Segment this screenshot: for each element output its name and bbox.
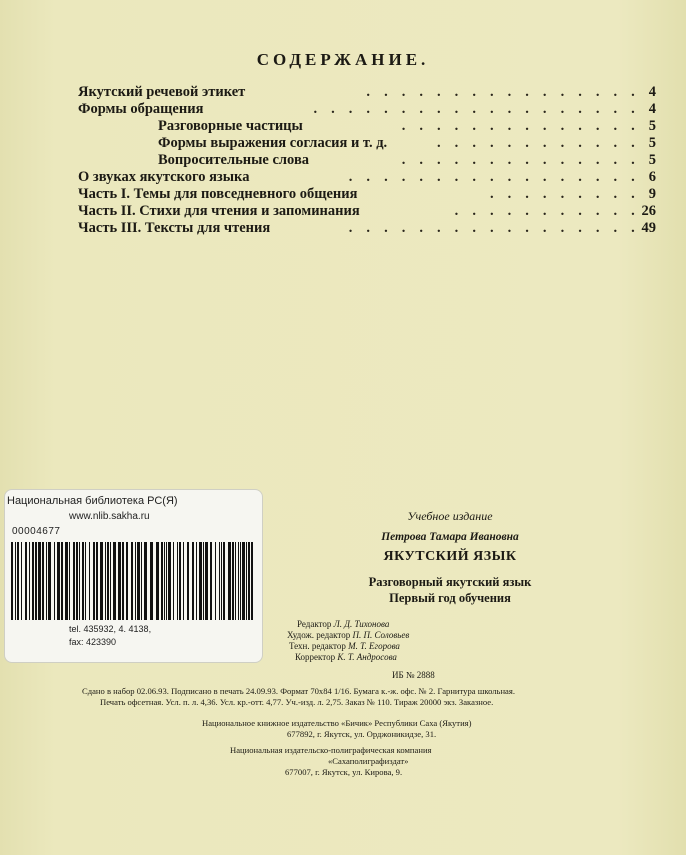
- barcode-bar: [29, 542, 30, 620]
- toc-entry-title: О звуках якутского языка: [78, 169, 250, 185]
- barcode-bar: [228, 542, 231, 620]
- barcode-bar: [192, 542, 194, 620]
- barcode-bar: [110, 542, 111, 620]
- toc-entry-title: Формы выражения согласия и т. д.: [158, 135, 388, 151]
- toc-entry-title: Часть I. Темы для повседневного общения: [78, 186, 358, 202]
- barcode-bar: [96, 542, 98, 620]
- barcode-bar: [113, 542, 116, 620]
- toc-entry-page: 4: [648, 84, 656, 100]
- toc-entry-page: 9: [648, 186, 656, 202]
- toc-entry-page: 4: [648, 101, 656, 117]
- toc-entry-title: Разговорные частицы: [158, 118, 303, 134]
- barcode-bar: [137, 542, 140, 620]
- toc-entry: [78, 84, 656, 101]
- barcode-bar: [105, 542, 106, 620]
- barcode-bar: [141, 542, 142, 620]
- barcode-bar: [82, 542, 84, 620]
- toc-entry-page: 26: [641, 203, 656, 219]
- barcode-bar: [48, 542, 51, 620]
- credits-block: [287, 619, 587, 663]
- toc-entry: [78, 186, 656, 203]
- barcode-bar: [118, 542, 121, 620]
- barcode-bar: [65, 542, 68, 620]
- barcode-bar: [107, 542, 109, 620]
- publisher-1-address: 677892, г. Якутск, ул. Орджоникидзе, 31.: [287, 729, 437, 739]
- imprint-line-2: Печать офсетная. Усл. п. л. 4,36. Усл. кр.-отт. 4,77. Уч.-изд. л. 2,75. Заказ № 110. Тираж 20000 экз. Заказное.: [100, 697, 494, 707]
- imprint-line-1: Сдано в набор 02.06.93. Подписано в печать 24.09.93. Формат 70х84 1/16. Бумага к.-ж. офс. № 2. Гарнитура школьная.: [82, 686, 515, 696]
- barcode-bar: [32, 542, 34, 620]
- barcode-bar: [144, 542, 147, 620]
- barcode-bar: [21, 542, 22, 620]
- library-website: www.nlib.sakha.ru: [69, 511, 150, 522]
- barcode-bar: [210, 542, 212, 620]
- toc-entry: [78, 220, 656, 237]
- barcode-bar: [15, 542, 16, 620]
- toc-entry-title: Формы обращения: [78, 101, 204, 117]
- barcode-bar: [199, 542, 202, 620]
- barcode-bar: [232, 542, 234, 620]
- credit-editor: Редактор Л. Д. Тихонова: [297, 619, 390, 629]
- barcode-bar: [205, 542, 208, 620]
- barcode-bar: [173, 542, 174, 620]
- barcode-bar: [246, 542, 247, 620]
- toc-entry-page: 6: [648, 169, 656, 185]
- book-subtitle: Разговорный якутский язык: [368, 575, 532, 589]
- ib-number: ИБ № 2888: [392, 670, 435, 680]
- toc-entry: [78, 135, 656, 152]
- barcode-bar: [73, 542, 75, 620]
- credit-tech-editor: Техн. редактор М. Т. Егорова: [289, 641, 400, 651]
- barcode-bar: [46, 542, 47, 620]
- barcode-bar: [219, 542, 220, 620]
- barcode-bar: [179, 542, 181, 620]
- toc-entry-page: 49: [641, 220, 656, 236]
- book-subtitle-year: Первый год обучения: [389, 591, 511, 605]
- barcode-bar: [164, 542, 165, 620]
- publisher-2: Национальная издательско-полиграфическая компания: [230, 745, 432, 755]
- credit-corrector: Корректор К. Т. Андросова: [295, 652, 397, 662]
- publisher-1: Национальное книжное издательство «Бичик» Республики Саха (Якутия): [202, 718, 472, 728]
- toc-entry-title: Якутский речевой этикет: [78, 84, 246, 100]
- toc-entry: [78, 169, 656, 186]
- toc-leader-dots: . . . . . . . . . . .: [454, 203, 640, 219]
- barcode-bar: [11, 542, 13, 620]
- toc-entry: [78, 101, 656, 118]
- toc-leader-dots: . . . . . . . . . . . . . .: [401, 152, 640, 168]
- toc-entry-title: Часть II. Стихи для чтения и запоминания: [78, 203, 360, 219]
- library-label: [4, 489, 263, 663]
- barcode-bar: [131, 542, 133, 620]
- barcode-bar: [17, 542, 19, 620]
- barcode-bar: [187, 542, 189, 620]
- toc-entry: [78, 118, 656, 135]
- toc-entry-page: 5: [648, 118, 656, 134]
- barcode-bar: [215, 542, 216, 620]
- toc-leader-dots: . . . . . . . . . . . .: [437, 135, 640, 151]
- barcode-bar: [203, 542, 204, 620]
- barcode-bar: [126, 542, 128, 620]
- barcode-bar: [76, 542, 78, 620]
- barcode-bar: [150, 542, 153, 620]
- barcode-bar: [168, 542, 171, 620]
- barcode-bar: [122, 542, 124, 620]
- toc-entry: [78, 152, 656, 169]
- barcode-bar: [135, 542, 136, 620]
- barcode-bar: [25, 542, 27, 620]
- barcode-bar: [248, 542, 250, 620]
- toc-entry-page: 5: [648, 152, 656, 168]
- library-tel: tel. 435932, 4. 4138,: [69, 624, 152, 634]
- barcode-bar: [38, 542, 41, 620]
- toc-leader-dots: . . . . . . . . . . . . . . . .: [366, 84, 640, 100]
- toc-leader-dots: . . . . . . . . . . . . . . . . . . .: [313, 101, 640, 117]
- author-name: Петрова Тамара Ивановна: [381, 531, 519, 543]
- toc-entry-page: 5: [648, 135, 656, 151]
- barcode-bar: [61, 542, 63, 620]
- library-code: 00004677: [12, 526, 61, 537]
- toc-leader-dots: . . . . . . . . . . . . . .: [401, 118, 640, 134]
- barcode-bar: [35, 542, 37, 620]
- barcode-image: [11, 542, 255, 620]
- barcode-bar: [166, 542, 167, 620]
- toc-entry-title: Часть III. Тексты для чтения: [78, 220, 271, 236]
- barcode-bar: [42, 542, 44, 620]
- barcode-bar: [93, 542, 95, 620]
- barcode-bar: [89, 542, 90, 620]
- toc-leader-dots: . . . . . . . . . . . . . . . . .: [348, 169, 640, 185]
- barcode-bar: [251, 542, 253, 620]
- barcode-bar: [177, 542, 178, 620]
- barcode-bar: [85, 542, 86, 620]
- publisher-2-address: 677007, г. Якутск, ул. Кирова, 9.: [285, 767, 403, 777]
- barcode-bar: [79, 542, 80, 620]
- book-title: ЯКУТСКИЙ ЯЗЫК: [383, 549, 517, 564]
- barcode-bar: [156, 542, 159, 620]
- barcode-bar: [57, 542, 60, 620]
- library-fax: fax: 423390: [69, 637, 117, 647]
- toc-entry-title: Вопросительные слова: [158, 152, 310, 168]
- barcode-bar: [242, 542, 245, 620]
- credit-art-editor: Худож. редактор П. П. Соловьев: [287, 630, 410, 640]
- barcode-bar: [235, 542, 236, 620]
- barcode-bar: [196, 542, 197, 620]
- toc-leader-dots: . . . . . . . . . . . . . . . . .: [348, 220, 640, 236]
- table-of-contents: [78, 84, 656, 237]
- publisher-2-name: «Сахаполиграфиздат»: [328, 756, 409, 766]
- barcode-bar: [223, 542, 225, 620]
- barcode-bar: [183, 542, 184, 620]
- barcode-bar: [100, 542, 103, 620]
- library-name: Национальная библиотека РС(Я): [7, 495, 178, 507]
- barcode-bar: [238, 542, 239, 620]
- toc-entry: [78, 203, 656, 220]
- toc-leader-dots: . . . . . . . . .: [489, 186, 640, 202]
- barcode-bar: [54, 542, 55, 620]
- barcode-bar: [240, 542, 241, 620]
- barcode-bar: [161, 542, 163, 620]
- barcode-bar: [221, 542, 222, 620]
- edition-type: Учебное издание: [407, 509, 493, 523]
- barcode-bar: [69, 542, 70, 620]
- toc-heading: СОДЕРЖАНИЕ.: [256, 50, 430, 69]
